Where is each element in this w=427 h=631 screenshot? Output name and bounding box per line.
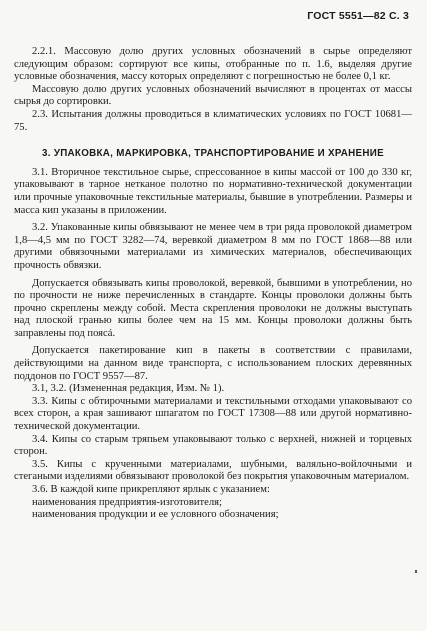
document-body xyxy=(14,46,412,522)
paragraph-3-5: 3.5. Кипы с крученными материалами, шубными, валяльно-войлочными и стегаными изделиями обвязывают проволокой без покрытия упаковочным материалом. xyxy=(14,458,412,483)
paragraph-2-3: 2.3. Испытания должны проводиться в климатических условиях по ГОСТ 10681—75. xyxy=(14,108,412,133)
paragraph-3-3: 3.3. Кипы с обтирочными материалами и текстильными отходами упаковывают со всех сторон, а края зашивают шпагатом по ГОСТ 17308—88 или другой нормативно-технической документации. xyxy=(14,395,412,433)
list-item-manufacturer: наименования предприятия-изготовителя; xyxy=(32,496,222,508)
paragraph-3-6: 3.6. В каждой кипе прикрепляют ярлык с указанием: xyxy=(32,484,270,495)
paragraph-mass-share: Массовую долю других условных обозначений вычисляют в процентах от массы сырья до сортировки. xyxy=(14,83,412,108)
paragraph-3-1: 3.1. Вторичное текстильное сырье, спрессованное в кипы массой от 100 до 330 кг, упаковывают в тарное нетканое полотно по нормативно-технической документации или прочные упаковочные текстильные материалы, бывшие в употреблении. Размеры и масса кип указаны в приложении. xyxy=(14,166,412,216)
paragraph-amendment-note: 3.1, 3.2. (Измененная редакция, Изм. № 1). xyxy=(32,383,225,395)
section-heading: 3. УПАКОВКА, МАРКИРОВКА, ТРАНСПОРТИРОВАНИЕ И ХРАНЕНИЕ xyxy=(42,148,384,160)
page-header: ГОСТ 5551—82 С. 3 xyxy=(307,10,409,22)
list-item-product-name: наименования продукции и ее условного обозначения; xyxy=(32,509,279,521)
paragraph-packeting: Допускается пакетирование кип в пакеты в соответствии с правилами, действующими на данном виде транспорта, с использованием плоских деревянных поддонов по ГОСТ 9557—87. xyxy=(14,345,412,382)
paragraph-2-2-1: 2.2.1. Массовую долю других условных обозначений в сырье определяют следующим образом: сортируют все кипы, отобранные по п. 1.6, выделяя другие условные обозначения, массу которых определяют с погрешностью не более 0,1 кг. xyxy=(14,46,412,83)
scan-speck xyxy=(415,570,417,573)
paragraph-3-4: 3.4. Кипы со старым тряпьем упаковывают только с верхней, нижней и торцевых сторон. xyxy=(14,433,412,458)
paragraph-3-2: 3.2. Упакованные кипы обвязывают не менее чем в три ряда проволокой диаметром 1,8—4,5 мм по ГОСТ 3282—74, веревкой диаметром 8 мм по ГОСТ 1868—88 или другими обвязочными материалами из химических материалов, обеспечивающих прочность обвязки. xyxy=(14,222,412,271)
paragraph-binding-allowed: Допускается обвязывать кипы проволокой, веревкой, бывшими в употреблении, но по прочности не ниже перечисленных в стандарте. Концы проволоки должны быть прочно скреплены между собой. Места скрепления проволоки не должны выступать над плоской гранью кипы более чем на 15 мм. Концы проволоки должны быть заправлены под поясá. xyxy=(14,277,412,339)
